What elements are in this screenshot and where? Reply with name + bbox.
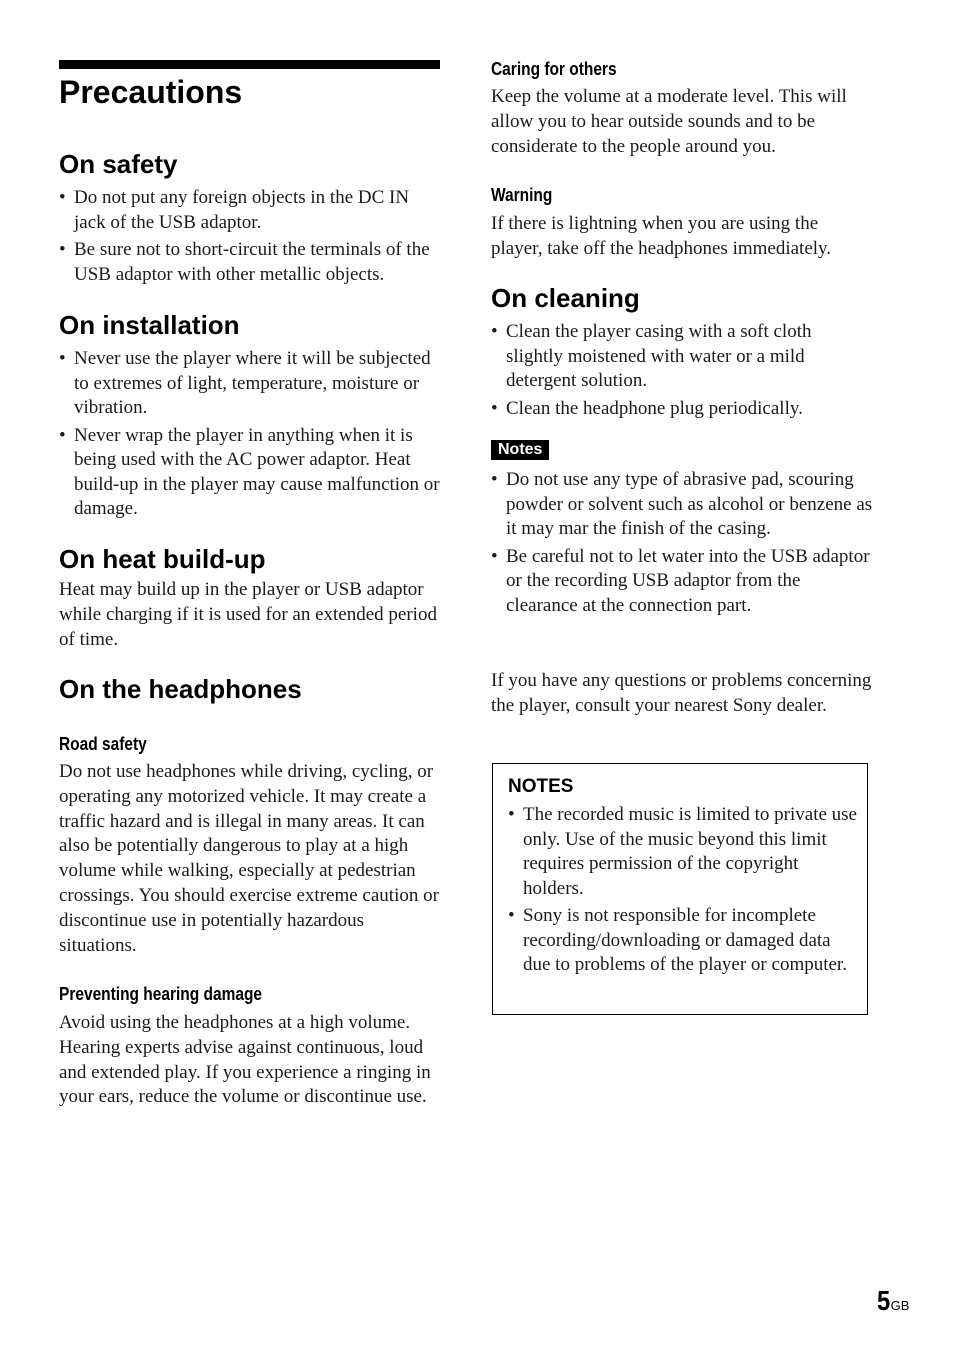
road-safety-text: Do not use headphones while driving, cycling, or operating any motorized vehicle. It may create a traffic hazard and is illegal in many areas. It can also be potentially dangerous to play at a high volume while walking, especially at pedestrian crossings. You should exercise extreme caution or discontinue use in potentially hazardous situations. [59, 761, 439, 956]
page-number [877, 1285, 909, 1317]
list-item: • Clean the player casing with a soft cloth slightly moistened with water or a mild detergent solution. [491, 320, 873, 394]
cleaning-list [491, 320, 873, 424]
caring-text: Keep the volume at a moderate level. This will allow you to hear outside sounds and to be considerate to the people around you. [491, 86, 847, 157]
page-number-suffix: GB [890, 1298, 910, 1313]
subheading-road-safety: Road safety [59, 734, 147, 754]
notes-label-badge: Notes [491, 440, 549, 460]
warning-text: If there is lightning when you are using the player, take off the headphones immediately. [491, 213, 832, 259]
hearing-text: Avoid using the headphones at a high volume. Hearing experts advise against continuous, loud and extended play. If you experience a ringing in your ears, reduce the volume or discontinue use. [59, 1012, 431, 1108]
heading-on-heat-build-up: On heat build-up [59, 544, 266, 574]
subheading-warning: Warning [491, 185, 553, 205]
list-item: • Be sure not to short-circuit the terminals of the USB adaptor with other metallic objects. [59, 238, 441, 287]
page-title: Precautions [59, 74, 243, 110]
notes-box-list [508, 803, 860, 981]
list-item: • The recorded music is limited to private use only. Use of the music beyond this limit requires permission of the copyright holders. [508, 803, 860, 901]
subheading-preventing-hearing-damage: Preventing hearing damage [59, 984, 263, 1004]
heading-on-safety: On safety [59, 149, 178, 179]
contact-text: If you have any questions or problems concerning the player, consult your nearest Sony dealer. [491, 670, 872, 716]
installation-list [59, 347, 441, 525]
notes-list [491, 468, 873, 621]
heading-on-the-headphones: On the headphones [59, 674, 302, 704]
list-item: • Never use the player where it will be subjected to extremes of light, temperature, moisture or vibration. [59, 347, 441, 421]
list-item: • Never wrap the player in anything when it is being used with the AC power adaptor. Heat build-up in the player may cause malfunction or damage. [59, 424, 441, 522]
list-item: • Sony is not responsible for incomplete recording/downloading or damaged data due to problems of the player or computer. [508, 904, 860, 978]
list-item: • Do not use any type of abrasive pad, scouring powder or solvent such as alcohol or benzene as it may mar the finish of the casing. [491, 468, 873, 542]
heading-on-cleaning: On cleaning [491, 283, 640, 313]
notes-box-title: NOTES [508, 776, 574, 797]
list-item: • Be careful not to let water into the USB adaptor or the recording USB adaptor from the clearance at the connection part. [491, 545, 873, 619]
list-item: • Clean the headphone plug periodically. [491, 397, 873, 422]
heat-text: Heat may build up in the player or USB adaptor while charging if it is used for an extended period of time. [59, 579, 437, 650]
safety-list [59, 186, 441, 290]
heading-on-installation: On installation [59, 310, 240, 340]
page-number-value: 5 [877, 1285, 891, 1316]
subheading-caring-for-others: Caring for others [491, 59, 617, 79]
notes-box [492, 763, 868, 1015]
title-rule [59, 60, 440, 69]
list-item: • Do not put any foreign objects in the DC IN jack of the USB adaptor. [59, 186, 441, 235]
